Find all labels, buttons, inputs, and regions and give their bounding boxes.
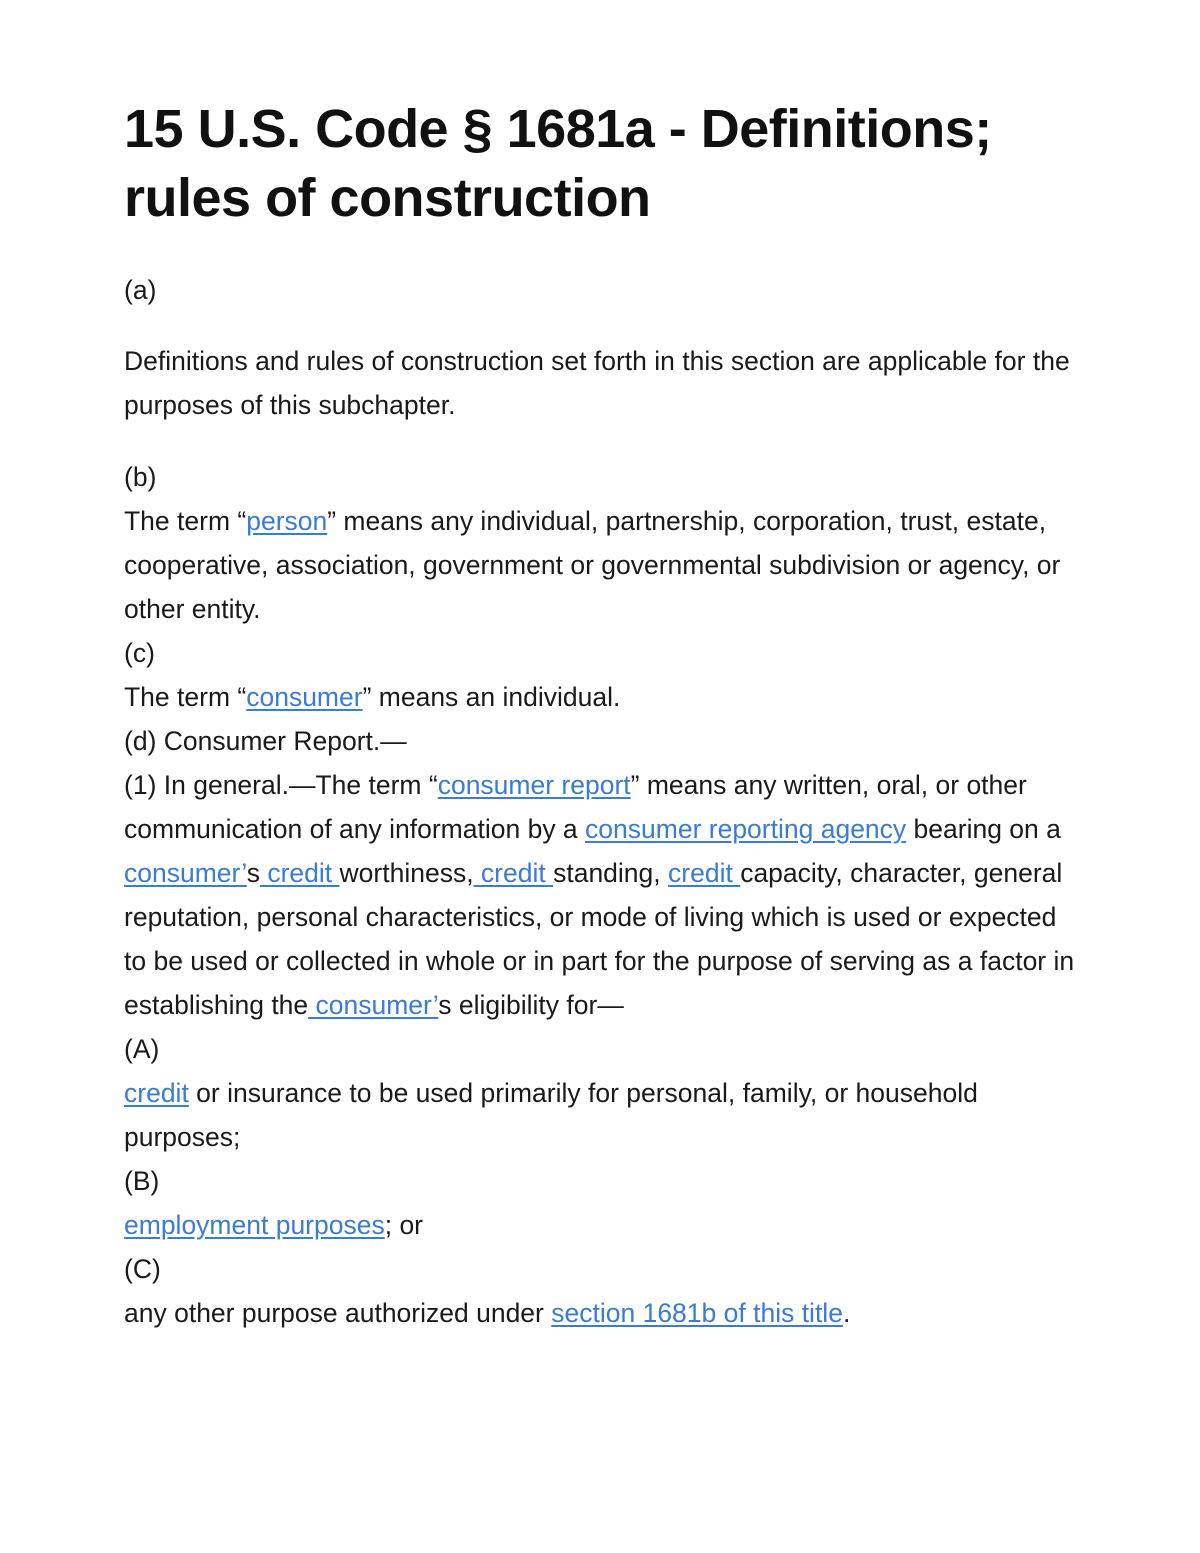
document-page [124,95,1084,1335]
subsection-b [124,455,1084,1335]
link-consumer-report[interactable]: consumer report [437,770,631,800]
text-span: s [246,858,260,888]
text-span: (1) In general.—The term “ [124,770,438,800]
subsection-a-text: Definitions and rules of construction set forth in this section are applicable for the purposes of this subchapter. [124,346,1070,420]
subsection-c-label: (c) [124,638,155,668]
link-person[interactable]: person [246,506,328,536]
text-span: . [842,1298,851,1328]
clause-B-label: (B) [124,1166,160,1196]
text-span: capacity, character, general reputation, personal characteristics, or mode of living which is used or expected to be used or collected in whole or in part for the purpose of serving as a factor in establishing the [124,858,1075,1020]
text-span: standing, [553,858,669,888]
link-employment-purposes[interactable]: employment purposes [124,1210,385,1240]
paragraph-d1 [124,763,1084,1027]
clause-B-text [124,1203,1084,1247]
link-consumer-2[interactable]: consumer’ [308,990,439,1020]
subsection-a [124,268,1084,312]
link-credit-2[interactable]: credit [473,858,554,888]
text-span: any other purpose authorized under [124,1298,552,1328]
link-consumer[interactable]: consumer [246,682,363,712]
text-span: ” means any individual, partnership, corporation, trust, estate, cooperative, association, government or governmental subdivision or agency, or other entity. [124,506,1061,624]
subsection-b-label: (b) [124,462,157,492]
clause-A-text [124,1071,1084,1159]
subsection-c-text [124,675,1084,719]
link-section-1681b[interactable]: section 1681b of this title [551,1298,843,1328]
text-span: or insurance to be used primarily for personal, family, or household purposes; [124,1078,978,1152]
link-consumer-1[interactable]: consumer’ [124,858,247,888]
text-span: ; or [384,1210,424,1240]
text-span: s eligibility for— [438,990,624,1020]
text-span: The term “ [124,506,247,536]
text-span: worthiness, [339,858,474,888]
text-span: bearing on a [906,814,1061,844]
link-consumer-reporting-agency[interactable]: consumer reporting agency [585,814,907,844]
link-credit-3[interactable]: credit [668,858,741,888]
text-span: The term “ [124,682,247,712]
link-credit-4[interactable]: credit [124,1078,189,1108]
clause-C-text [124,1291,1084,1335]
text-span: ” means any written, oral, or other communication of any information by a [124,770,1027,844]
subsection-d-heading: (d) Consumer Report.— [124,726,407,756]
page-title: 15 U.S. Code § 1681a - Definitions; rules of construction [124,99,992,228]
clause-C-label: (C) [124,1254,161,1284]
clause-A-label: (A) [124,1034,160,1064]
text-span: ” means an individual. [362,682,621,712]
subsection-a-label: (a) [124,275,157,305]
subsection-b-text [124,499,1084,631]
link-credit-1[interactable]: credit [260,858,340,888]
